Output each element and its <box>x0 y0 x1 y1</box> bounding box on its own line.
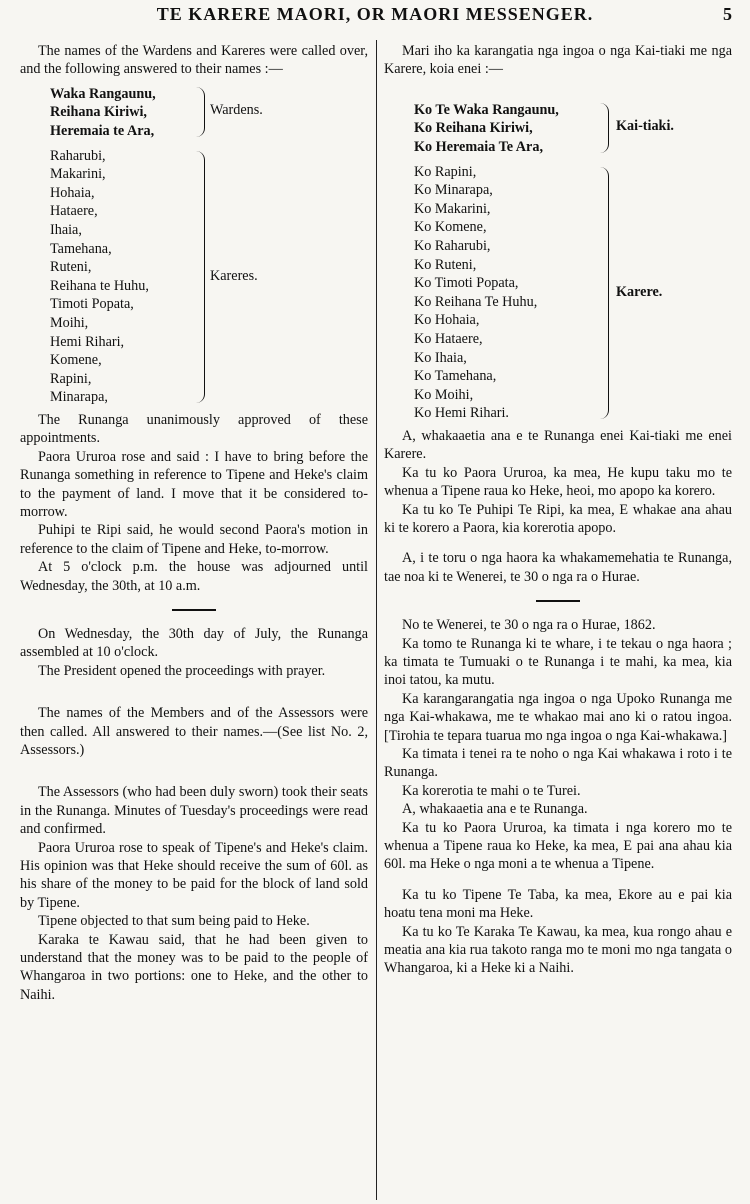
paragraph: Ka tu ko Paora Ururoa, ka timata i nga korero mo te whenua a Tipene raua ko Heke, ka mea, E pai ana ahau kia 60l. ma Heke o nga moni a te whenua a Tipene. <box>384 819 732 873</box>
kaitiaki-label: Kai-tiaki. <box>616 117 674 134</box>
page-number: 5 <box>723 4 732 24</box>
roll-call-intro: Mari iho ka karangatia nga ingoa o nga Kai-tiaki me nga Karere, koia enei :— <box>384 43 732 78</box>
karere-name: Ko Timoti Popata, <box>414 275 519 292</box>
maori-column <box>384 42 732 978</box>
karere-name: Ko Komene, <box>414 219 487 236</box>
paragraph: Ka tu ko Te Puhipi Te Ripi, ka mea, E whakae ana ahau ki te korero a Paora, kia korerotia apopo. <box>384 501 732 536</box>
kareres-label: Kareres. <box>210 267 258 284</box>
karere-name: Raharubi, <box>50 147 106 164</box>
karere-name: Ko Ruteni, <box>414 256 477 273</box>
paragraph: Paora Ururoa rose to speak of Tipene's and Heke's claim. His opinion was that Heke should receive the sum of 60l. as his share of the money to be paid for the block of land sold by Tipene. <box>20 839 368 911</box>
karere-name: Tamehana, <box>50 240 112 257</box>
karere-name: Ko Rapini, <box>414 163 477 180</box>
karere-name: Ko Tamehana, <box>414 368 497 385</box>
page-header <box>0 4 750 32</box>
kaitiaki-brace <box>600 103 609 153</box>
karere-name: Ko Minarapa, <box>414 182 493 199</box>
karere-name: Ihaia, <box>50 221 82 238</box>
karere-name: Ko Ihaia, <box>414 349 467 366</box>
paragraph: The Runanga unanimously approved of these appointments. <box>20 411 368 447</box>
wardens-list <box>20 85 368 141</box>
karere-name: Ruteni, <box>50 259 92 276</box>
paragraph: At 5 o'clock p.m. the house was adjourned until Wednesday, the 30th, at 10 a.m. <box>20 559 368 594</box>
paragraph: Ka karangarangatia nga ingoa o nga Upoko Runanga me nga Kai-whakawa, me te whakao mai ano ki o ratou ingoa. [Tirohia te tepara tuarua mo nga ingoa o nga Kai-whakawa.] <box>384 690 732 744</box>
karere-name: Moihi, <box>50 314 89 331</box>
paragraph: The President opened the proceedings with prayer. <box>38 662 326 679</box>
karere-name: Ko Reihana Te Huhu, <box>414 293 538 310</box>
kaitiaki-name: Ko Reihana Kiriwi, <box>414 120 533 137</box>
paragraph: Karaka te Kawau said, that he had been given to understand that the money was to be paid to the people of Whangaroa in two portions: one to Heke, and the other to Naihi. <box>20 931 368 1003</box>
kaitiaki-name: Ko Heremaia Te Ara, <box>414 139 543 155</box>
karere-brace <box>600 167 609 419</box>
paragraph: Puhipi te Ripi said, he would second Paora's motion in reference to the claim of Tipene and Heke, to-morrow. <box>20 522 368 557</box>
karere-name: Ko Hataere, <box>414 330 483 347</box>
paragraph: Ka korerotia te mahi o te Turei. <box>402 782 581 799</box>
karere-name: Rapini, <box>50 370 92 387</box>
karere-name: Ko Hemi Rihari. <box>414 405 509 422</box>
kareres-brace <box>196 151 205 403</box>
roll-call-intro: The names of the Wardens and Kareres were called over, and the following answered to their names :— <box>20 43 368 78</box>
warden-name: Waka Rangaunu, <box>50 85 156 102</box>
paragraph: Ka tu ko Tipene Te Taba, ka mea, Ekore au e pai kia hoatu tena moni ma Heke. <box>384 886 732 922</box>
karere-name: Ko Hohaia, <box>414 312 480 329</box>
kaitiaki-list <box>384 101 732 157</box>
paragraph: Ka tomo te Runanga ki te whare, i te tekau o nga haora ; ka timata te Tumuaki o te Runanga i te mahi, ka mea, kia inoi tatou, ka mutu. <box>384 635 732 689</box>
karere-name: Ko Moihi, <box>414 386 474 403</box>
paragraph: The names of the Members and of the Assessors were then called. All answered to their names.—(See list No. 2, Assessors.) <box>20 705 368 758</box>
column-divider <box>376 40 377 1200</box>
paragraph: No te Wenerei, te 30 o nga ra o Hurae, 1862. <box>402 617 656 634</box>
karere-name: Ko Makarini, <box>414 200 491 217</box>
paragraph: A, whakaaetia ana e te Runanga enei Kai-tiaki me enei Karere. <box>384 427 732 463</box>
english-column <box>20 42 368 1004</box>
paragraph: A, i te toru o nga haora ka whakamemehatia te Runanga, tae noa ki te Wenerei, te 30 o nga ra o Hurae. <box>384 550 732 585</box>
paragraph: The Assessors (who had been duly sworn) took their seats in the Runanga. Minutes of Tuesday's proceedings were read and confirmed. <box>20 784 368 838</box>
karere-name: Ko Raharubi, <box>414 237 491 254</box>
karere-list <box>384 163 732 423</box>
karere-name: Komene, <box>50 352 102 369</box>
paragraph: Ka timata i tenei ra te noho o nga Kai whakawa i roto i te Runanga. <box>384 746 732 781</box>
paragraph: Paora Ururoa rose and said : I have to bring before the Runanga something in reference to Tipene and Heke's claim to the payment of land. I move that it be considered to-morrow. <box>20 448 368 520</box>
paragraph: On Wednesday, the 30th day of July, the Runanga assembled at 10 o'clock. <box>20 625 368 661</box>
paragraph: Ka tu ko Paora Ururoa, ka mea, He kupu taku mo te whenua a Tipene raua ko Heke, heoi, mo apopo ka korero. <box>384 464 732 500</box>
karere-name: Timoti Popata, <box>50 296 134 313</box>
karere-label: Karere. <box>616 283 663 300</box>
wardens-label: Wardens. <box>210 101 263 118</box>
kareres-list <box>20 147 368 407</box>
warden-name: Heremaia te Ara, <box>50 123 155 139</box>
paragraph: Tipene objected to that sum being paid to Heke. <box>38 913 310 930</box>
paragraph: Ka tu ko Te Karaka Te Kawau, ka mea, kua rongo ahau e meatia ana kia rua takoto ranga mo te moni mo nga tangata o Whangaroa, ki a Heke ki a Naihi. <box>384 923 732 977</box>
section-separator <box>536 600 580 602</box>
newspaper-title: TE KARERE MAORI, OR MAORI MESSENGER. <box>156 4 594 24</box>
kaitiaki-name: Ko Te Waka Rangaunu, <box>414 101 559 118</box>
wardens-brace <box>196 87 205 137</box>
karere-name: Makarini, <box>50 166 106 183</box>
karere-name: Minarapa, <box>50 389 108 406</box>
section-separator <box>172 609 216 611</box>
karere-name: Reihana te Huhu, <box>50 277 149 294</box>
karere-name: Hemi Rihari, <box>50 333 125 350</box>
karere-name: Hohaia, <box>50 184 95 201</box>
warden-name: Reihana Kiriwi, <box>50 104 147 121</box>
paragraph: A, whakaaetia ana e te Runanga. <box>402 801 588 818</box>
karere-name: Hataere, <box>50 203 98 220</box>
